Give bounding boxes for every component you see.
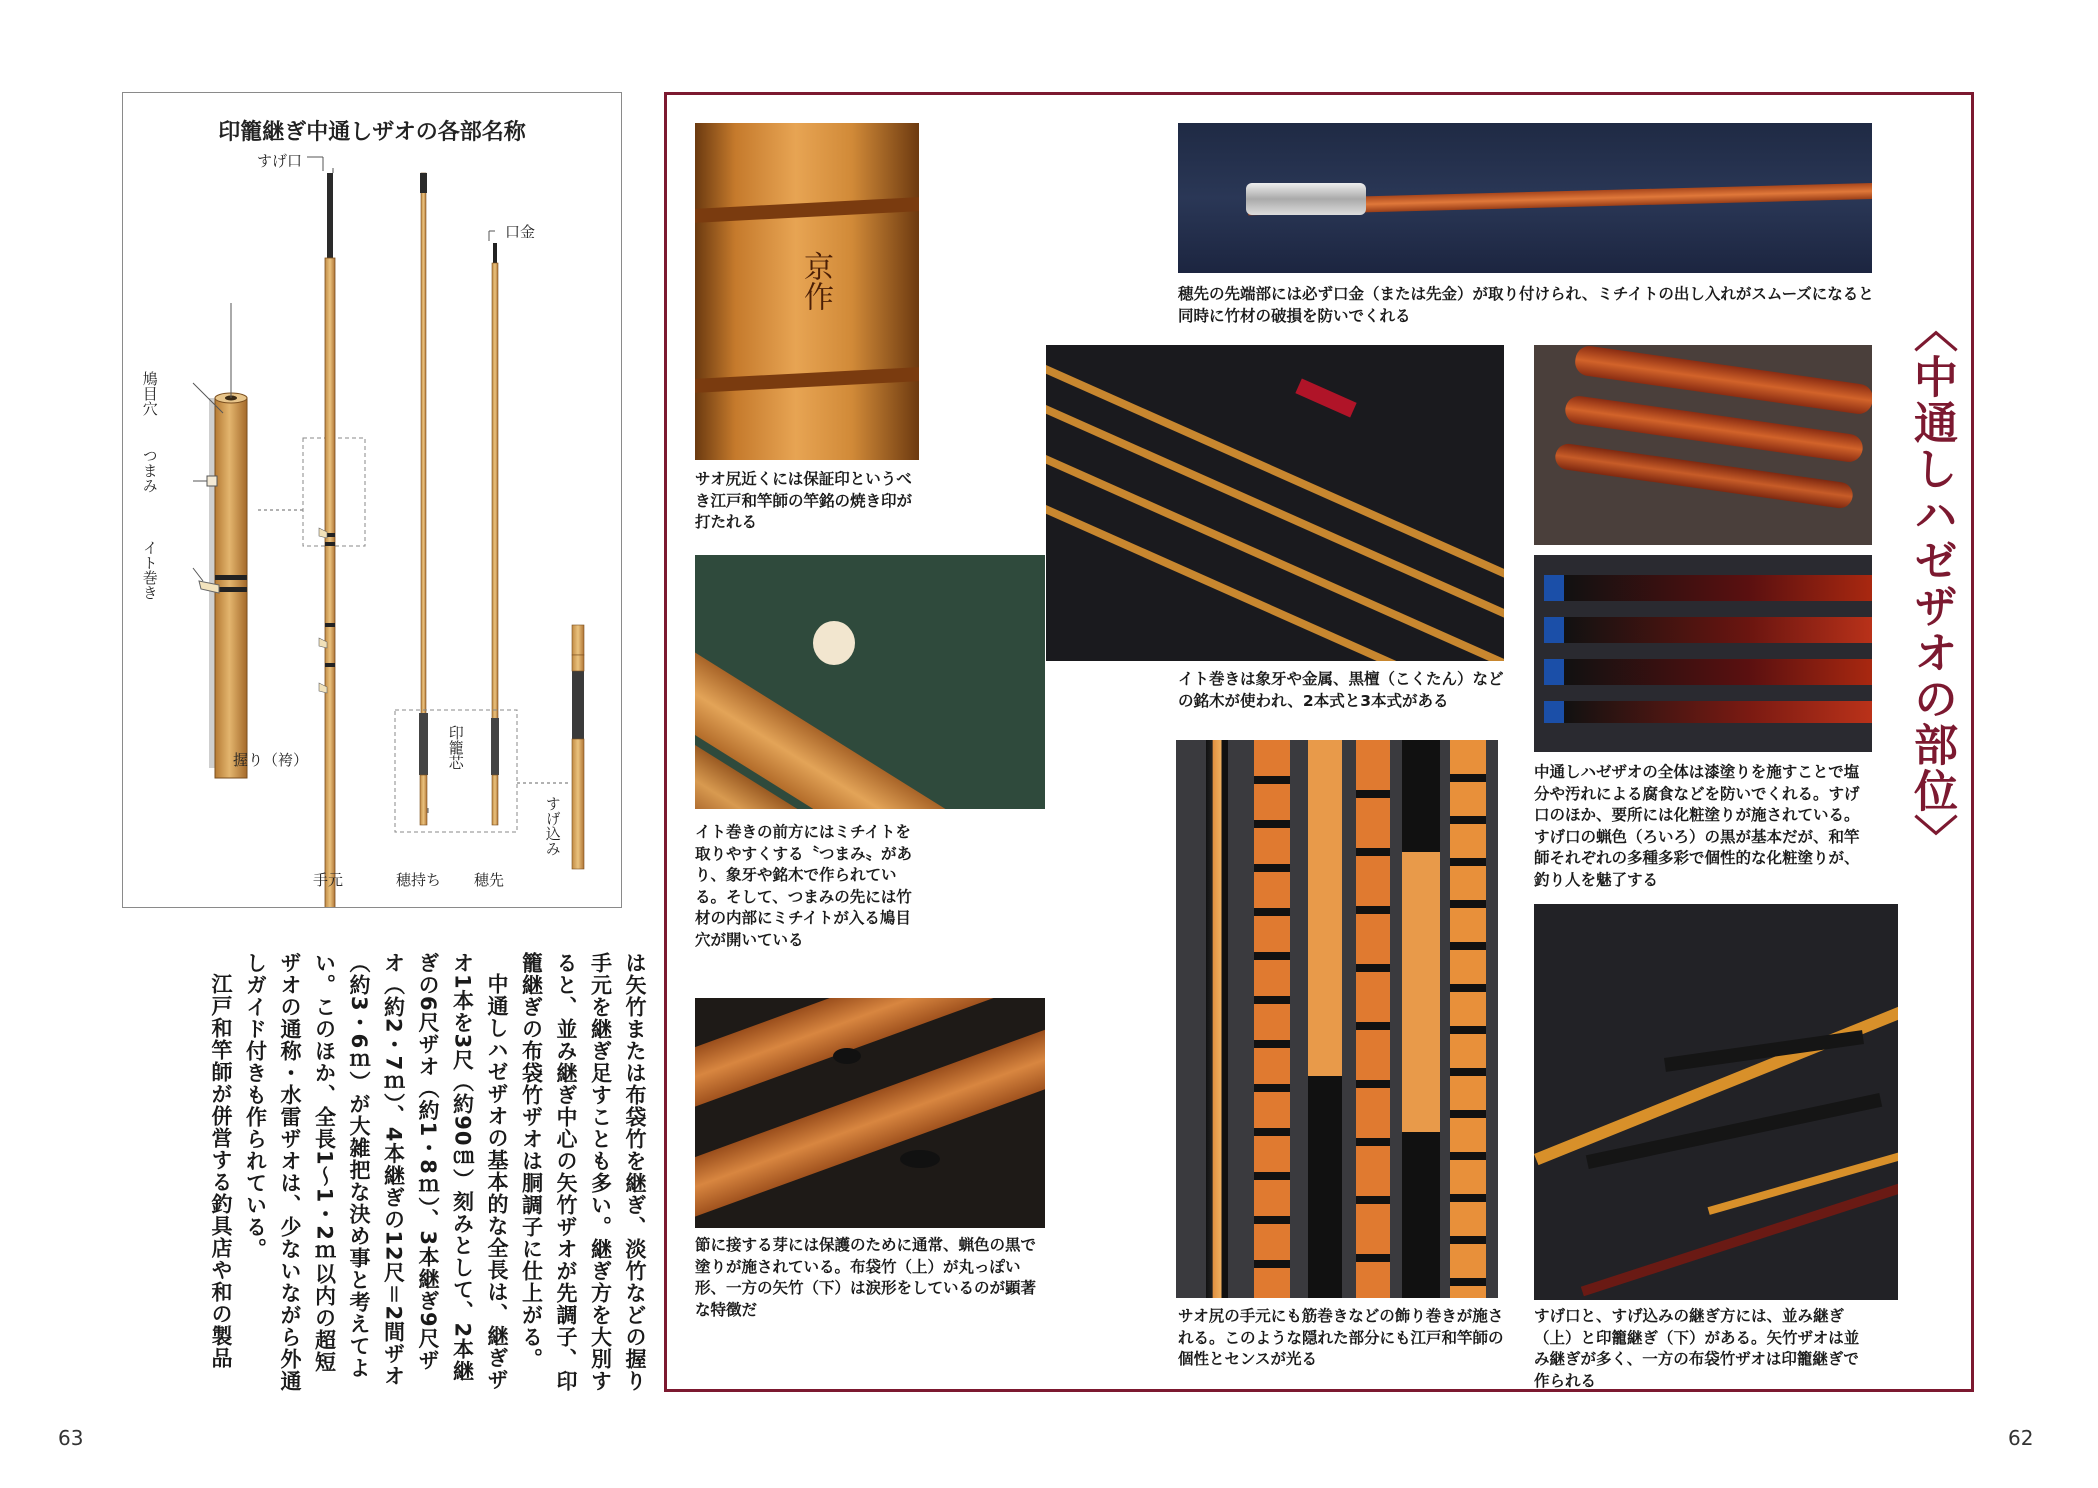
label-hatome: 鳩目穴 (140, 371, 159, 416)
caption-8: すげ口と、すげ込みの継ぎ方には、並み継ぎ（上）と印籠継ぎ（下）がある。矢竹ザオは並み継ぎが多く、一方の布袋竹ザオは印籠継ぎで作られる (1534, 1307, 1860, 1390)
photo-tsumami (695, 555, 1045, 809)
label-nigiri: 握り（袴） (233, 751, 309, 769)
body-text (132, 952, 652, 1392)
brand-stamp: 京作 (798, 251, 833, 311)
section-title: 〈中通しハゼザオの部位〉 (1905, 300, 1957, 868)
label-hosaki: 穂先 (474, 871, 505, 889)
body-paragraph: 江戸和竿師が併営する釣具店や和の製品 (209, 973, 233, 1369)
photo-tip-ferrule (1178, 123, 1872, 273)
page-number-right: 62 (2008, 1426, 2034, 1450)
label-tsumami: つまみ (140, 448, 159, 493)
caption-1: サオ尻近くには保証印というべき江戸和竿師の竿銘の焼き印が打たれる (695, 470, 913, 531)
label-inroshin: 印籠芯 (446, 725, 465, 770)
label-homochi: 穂持ち (396, 871, 442, 889)
caption-4: 穂先の先端部には必ず口金（または先金）が取り付けられ、ミチイトの出し入れがスムーズになると同時に竹材の破損を防いでくれる (1178, 285, 1874, 325)
caption-2: イト巻きの前方にはミチイトを取りやすくする〝つまみ〟があり、象牙や銘木で作られている。そして、つまみの先には竹材の内部にミチイトが入る鳩目穴が開いている (695, 823, 913, 949)
caption-7: サオ尻の手元にも筋巻きなどの飾り巻きが施される。このような隠れた部分にも江戸和竿師の個性とセンスが光る (1178, 1307, 1504, 1368)
photo-joint-types (1534, 904, 1898, 1300)
label-temoto: 手元 (313, 871, 344, 889)
photo-suguchi-lacquer (1534, 345, 1872, 545)
caption-6: 中通しハゼザオの全体は漆塗りを施すことで塩分や汚れによる腐食などを防いでくれる。すげ口のほか、要所には化粧塗りが施されている。すげ口の蝋色（ろいろ）の黒が基本だが、和竿師それぞれの多種多彩で個性的な化粧塗りが、釣り人を魅了する (1534, 763, 1860, 889)
rod-parts-diagram (122, 92, 622, 908)
label-suguchi: すげ口 (257, 152, 303, 170)
label-sugekomi: すげ込み (543, 796, 562, 856)
photo-butt-wraps (1176, 740, 1498, 1298)
photo-itomaki (1046, 345, 1504, 661)
photo-buds (695, 998, 1045, 1228)
rod-illustration (123, 93, 621, 907)
photo-decorative-lacquer (1534, 555, 1872, 752)
body-paragraph: 中通しハゼザオの基本的な全長は、継ぎザオ1本を3尺（約90㎝）刻みとして、2本継ぎの6尺ザオ（約1・8ｍ）、3本継ぎ9尺ザオ（約2・7ｍ）、4本継ぎの12尺＝2間ザオ（約3・6ｍ）が大雑把な決め事と考えてよい。このほか、全長1〜1・2ｍ以内の超短ザオの通称・水雷ザオは、少ないながら外通しガイド付きも作られている。 (243, 952, 509, 1392)
body-paragraph: は矢竹または布袋竹を継ぎ、淡竹などの握り手元を継ぎ足すことも多い。継ぎ方を大別すると、並み継ぎ中心の矢竹ザオが先調子、印籠継ぎの布袋竹ザオは胴調子に仕上がる。 (519, 952, 647, 1392)
page-number-left: 63 (58, 1426, 84, 1450)
photo-brand-mark (695, 123, 919, 460)
label-kuchigane: 口金 (505, 223, 536, 241)
caption-3: 節に接する芽には保護のために通常、蝋色の黒で塗りが施されている。布袋竹（上）が丸っぽい形、一方の矢竹（下）は涙形をしているのが顕著な特徴だ (695, 1236, 1037, 1319)
label-itomaki: イト巻き (140, 540, 159, 600)
caption-5: イト巻きは象牙や金属、黒檀（こくたん）などの銘木が使われ、2本式と3本式がある (1178, 670, 1504, 710)
diagram-title: 印籠継ぎ中通しザオの各部名称 (218, 120, 526, 145)
